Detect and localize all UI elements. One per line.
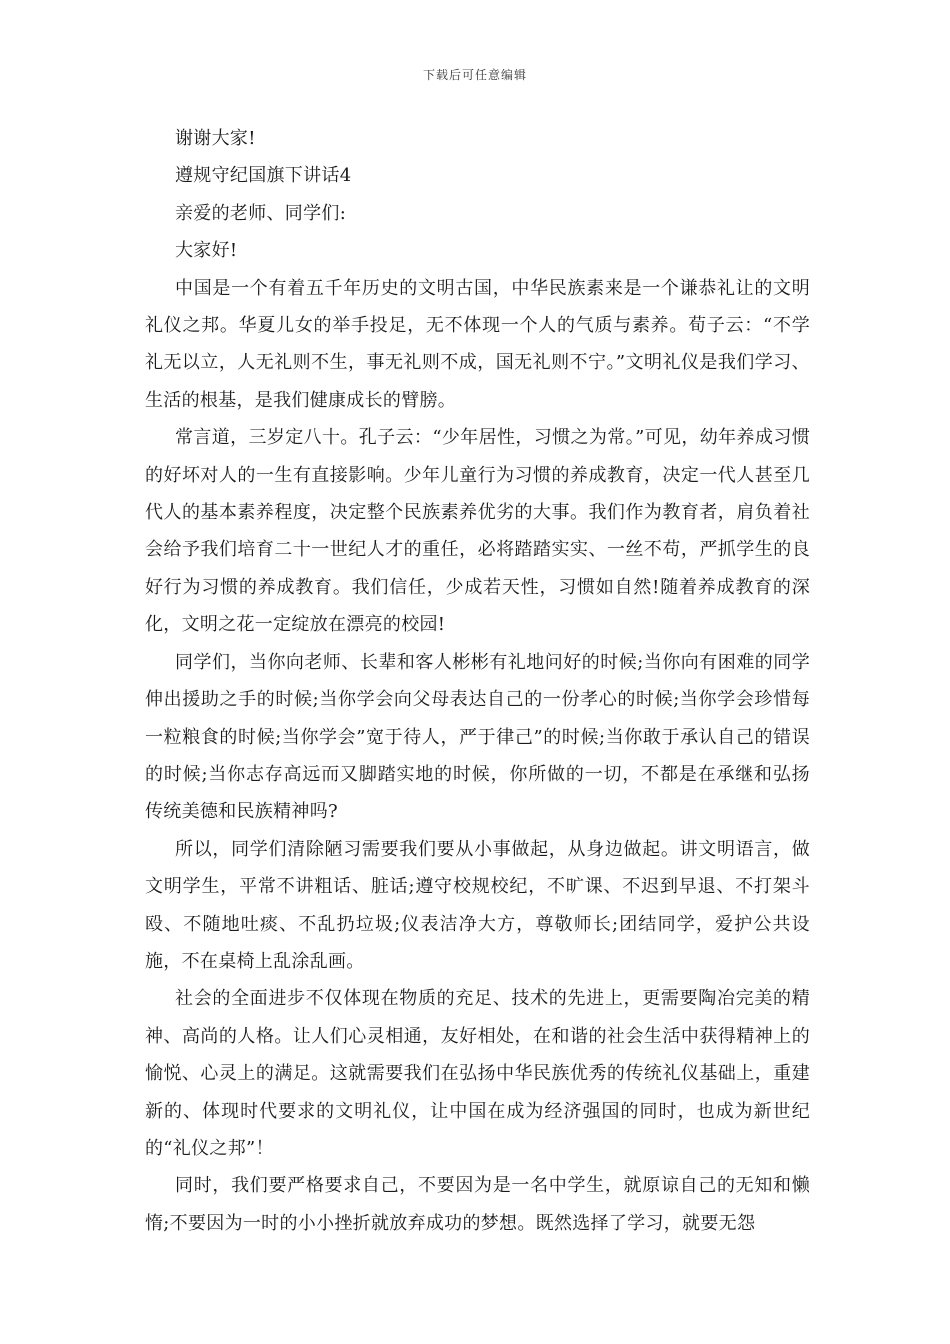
body-paragraph: 同时，我们要严格要求自己，不要因为是一名中学生，就原谅自己的无知和懒惰;不要因为一时的小小挫折就放弃成功的梦想。既然选择了学习，就要无怨 — [145, 1175, 810, 1234]
body-paragraph: 所以，同学们清除陋习需要我们要从小事做起，从身边做起。讲文明语言，做文明学生，平常不讲粗话、脏话;遵守校规校纪，不旷课、不迟到早退、不打架斗殴、不随地吐痰、不乱扔垃圾;仪表洁净大方，尊敬师长;团结同学，爱护公共设施，不在桌椅上乱涂乱画。 — [145, 838, 810, 972]
body-paragraph: 中国是一个有着五千年历史的文明古国，中华民族素来是一个谦恭礼让的文明礼仪之邦。华夏儿女的举手投足，无不体现一个人的气质与素养。荀子云：“不学礼无以立，人无礼则不生，事无礼则不成，国无礼则不宁。”文明礼仪是我们学习、生活的根基，是我们健康成长的臂膀。 — [145, 277, 810, 411]
speech-title: 遵规守纪国旗下讲话4 — [175, 165, 352, 187]
page-header: 下载后可任意编辑 — [422, 68, 527, 82]
document-body — [145, 120, 810, 1242]
closing-line: 谢谢大家! — [175, 128, 256, 149]
body-paragraph: 社会的全面进步不仅体现在物质的充足、技术的先进上，更需要陶冶完美的精神、高尚的人格。让人们心灵相通，友好相处，在和谐的社会生活中获得精神上的愉悦、心灵上的满足。这就需要我们在弘扬中华民族优秀的传统礼仪基础上，重建新的、体现时代要求的文明礼仪，让中国在成为经济强国的同时，也成为新世纪的“礼仪之邦”！ — [145, 988, 810, 1159]
body-paragraph: 同学们，当你向老师、长辈和客人彬彬有礼地问好的时候;当你向有困难的同学伸出援助之手的时候;当你学会向父母表达自己的一份孝心的时候;当你学会珍惜每一粒粮食的时候;当你学会”宽于待人，严于律己”的时候;当你敢于承认自己的错误的时候;当你志存高远而又脚踏实地的时候，你所做的一切，不都是在承继和弘扬传统美德和民族精神吗? — [145, 651, 810, 823]
salutation: 亲爱的老师、同学们: — [175, 202, 347, 224]
greeting: 大家好! — [175, 240, 238, 262]
body-paragraph: 常言道，三岁定八十。孔子云：“少年居性，习惯之为常。”可见，幼年养成习惯的好坏对人的一生有直接影响。少年儿童行为习惯的养成教育，决定一代人甚至几代人的基本素养程度，决定整个民族素养优劣的大事。我们作为教育者，肩负着社会给予我们培育二十一世纪人才的重任，必将踏踏实实、一丝不苟，严抓学生的良好行为习惯的养成教育。我们信任，少成若天性，习惯如自然!随着养成教育的深化，文明之花一定绽放在漂亮的校园! — [145, 427, 810, 636]
